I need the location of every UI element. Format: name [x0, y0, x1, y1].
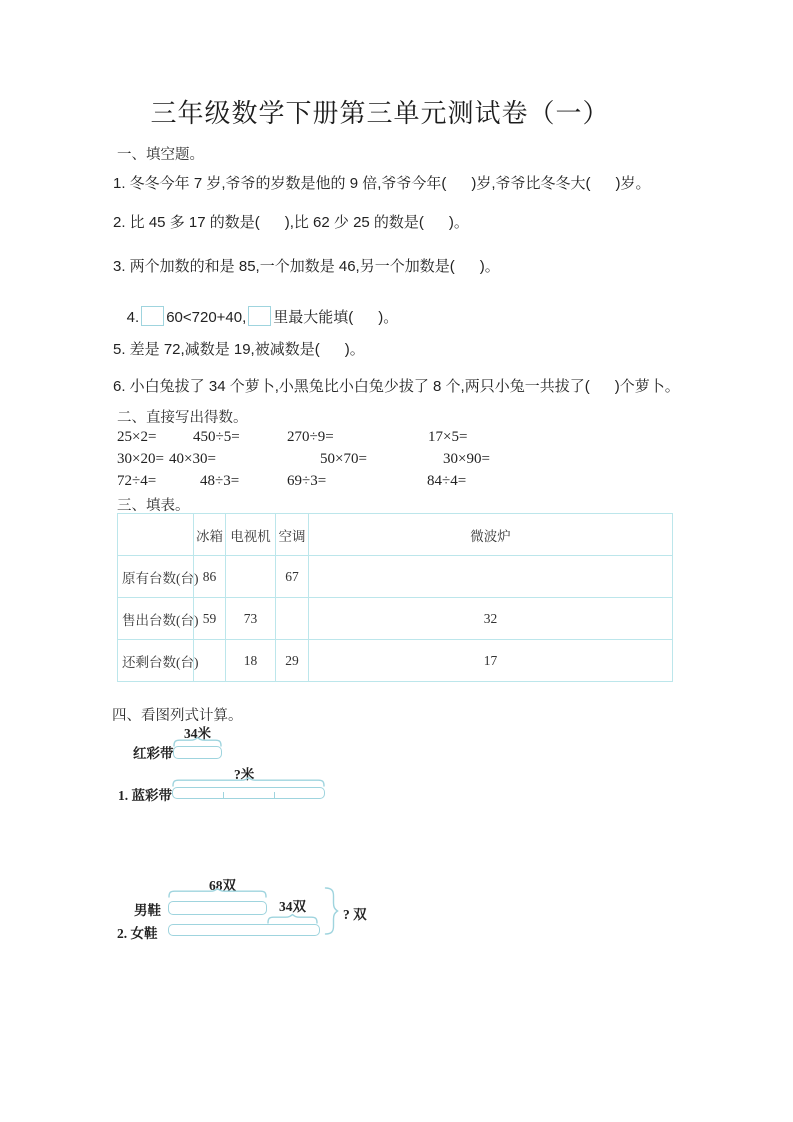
calc-expression: 48÷3=	[200, 473, 240, 489]
total-shoes-label: ? 双	[343, 907, 367, 922]
page-title: 三年级数学下册第三单元测试卷（一）	[150, 99, 610, 128]
calc-expression: 69÷3=	[287, 473, 327, 489]
calc-expression: 17×5=	[428, 429, 468, 445]
women-shoes-bar	[168, 924, 320, 936]
blue-ribbon-row-label	[118, 784, 172, 804]
extra-shoes-count-label: 34双	[279, 899, 306, 914]
calc-expression: 40×30=	[169, 451, 216, 467]
calc-expression: 450÷5=	[193, 429, 240, 445]
question-1: 1. 冬冬今年 7 岁,爷爷的岁数是他的 9 倍,爷爷今年( )岁,爷爷比冬冬大( )岁。	[113, 175, 651, 192]
question-4-expression: 60<720+40,	[166, 309, 247, 326]
men-shoes-count-label: 68双	[209, 878, 236, 893]
question-5: 5. 差是 72,减数是 19,被减数是( )。	[113, 341, 365, 358]
table-cell: 17	[309, 640, 673, 682]
answer-box-2	[248, 306, 271, 326]
table-row	[118, 556, 673, 598]
blue-ribbon-length-label: ?米	[234, 767, 255, 782]
calc-expression: 50×70=	[320, 451, 367, 467]
table-header-fridge: 冰箱	[194, 514, 226, 556]
question-4-tail: 里最大能填( )。	[273, 309, 399, 326]
red-ribbon-name: 红彩带	[133, 746, 174, 761]
fill-in-table	[117, 513, 673, 682]
table-cell	[276, 598, 309, 640]
women-shoes-name: 女鞋	[130, 926, 158, 941]
question-6: 6. 小白兔拔了 34 个萝卜,小黑兔比小白兔少拔了 8 个,两只小兔一共拔了( )个萝卜。	[113, 378, 680, 395]
calc-expression: 72÷4=	[117, 473, 157, 489]
table-cell: 67	[276, 556, 309, 598]
question-2: 2. 比 45 多 17 的数是( ),比 62 少 25 的数是( )。	[113, 214, 469, 231]
section-3-heading: 三、填表。	[117, 498, 190, 514]
table-cell: 86	[194, 556, 226, 598]
table-cell: 29	[276, 640, 309, 682]
table-cell	[309, 556, 673, 598]
table-cell	[226, 556, 276, 598]
question-3: 3. 两个加数的和是 85,一个加数是 46,另一个加数是( )。	[113, 258, 500, 275]
brace-over-blue-ribbon-icon	[172, 777, 325, 786]
women-shoes-row-label	[117, 922, 158, 942]
table-row-label: 售出台数(台)	[118, 598, 194, 640]
segment-tick	[274, 792, 275, 798]
brace-over-men-shoes-icon	[168, 888, 267, 897]
red-ribbon-length-label: 34米	[184, 726, 211, 741]
table-header-row	[118, 514, 673, 556]
table-cell: 73	[226, 598, 276, 640]
brace-over-red-ribbon-icon	[173, 737, 222, 746]
answer-box-1	[141, 306, 164, 326]
calc-expression: 270÷9=	[287, 429, 334, 445]
table-row-label: 还剩台数(台)	[118, 640, 194, 682]
question-4-number: 4.	[126, 309, 140, 326]
segment-tick	[223, 792, 224, 798]
table-cell: 18	[226, 640, 276, 682]
calc-expression: 30×90=	[443, 451, 490, 467]
blue-ribbon-bar	[172, 787, 325, 799]
brace-total-right-icon	[324, 887, 339, 935]
table-row-label: 原有台数(台)	[118, 556, 194, 598]
table-row	[118, 640, 673, 682]
section-4-heading: 四、看图列式计算。	[112, 708, 243, 724]
calc-expression: 30×20=	[117, 451, 164, 467]
section-1-heading: 一、填空题。	[117, 147, 204, 163]
men-shoes-bar	[168, 901, 267, 915]
blue-ribbon-name: 蓝彩带	[131, 788, 172, 803]
question-4	[110, 289, 398, 344]
table-row	[118, 598, 673, 640]
men-shoes-name: 男鞋	[134, 903, 161, 918]
table-header-empty	[118, 514, 194, 556]
red-ribbon-bar	[173, 746, 222, 759]
table-header-ac: 空调	[276, 514, 309, 556]
question-number: 1.	[118, 788, 129, 803]
question-number: 2.	[117, 926, 128, 941]
table-cell: 59	[194, 598, 226, 640]
table-cell: 32	[309, 598, 673, 640]
calc-expression: 25×2=	[117, 429, 157, 445]
table-header-microwave: 微波炉	[309, 514, 673, 556]
calc-expression: 84÷4=	[427, 473, 467, 489]
table-header-tv: 电视机	[226, 514, 276, 556]
brace-over-extra-shoes-icon	[267, 914, 318, 923]
section-2-heading: 二、直接写出得数。	[117, 410, 248, 426]
